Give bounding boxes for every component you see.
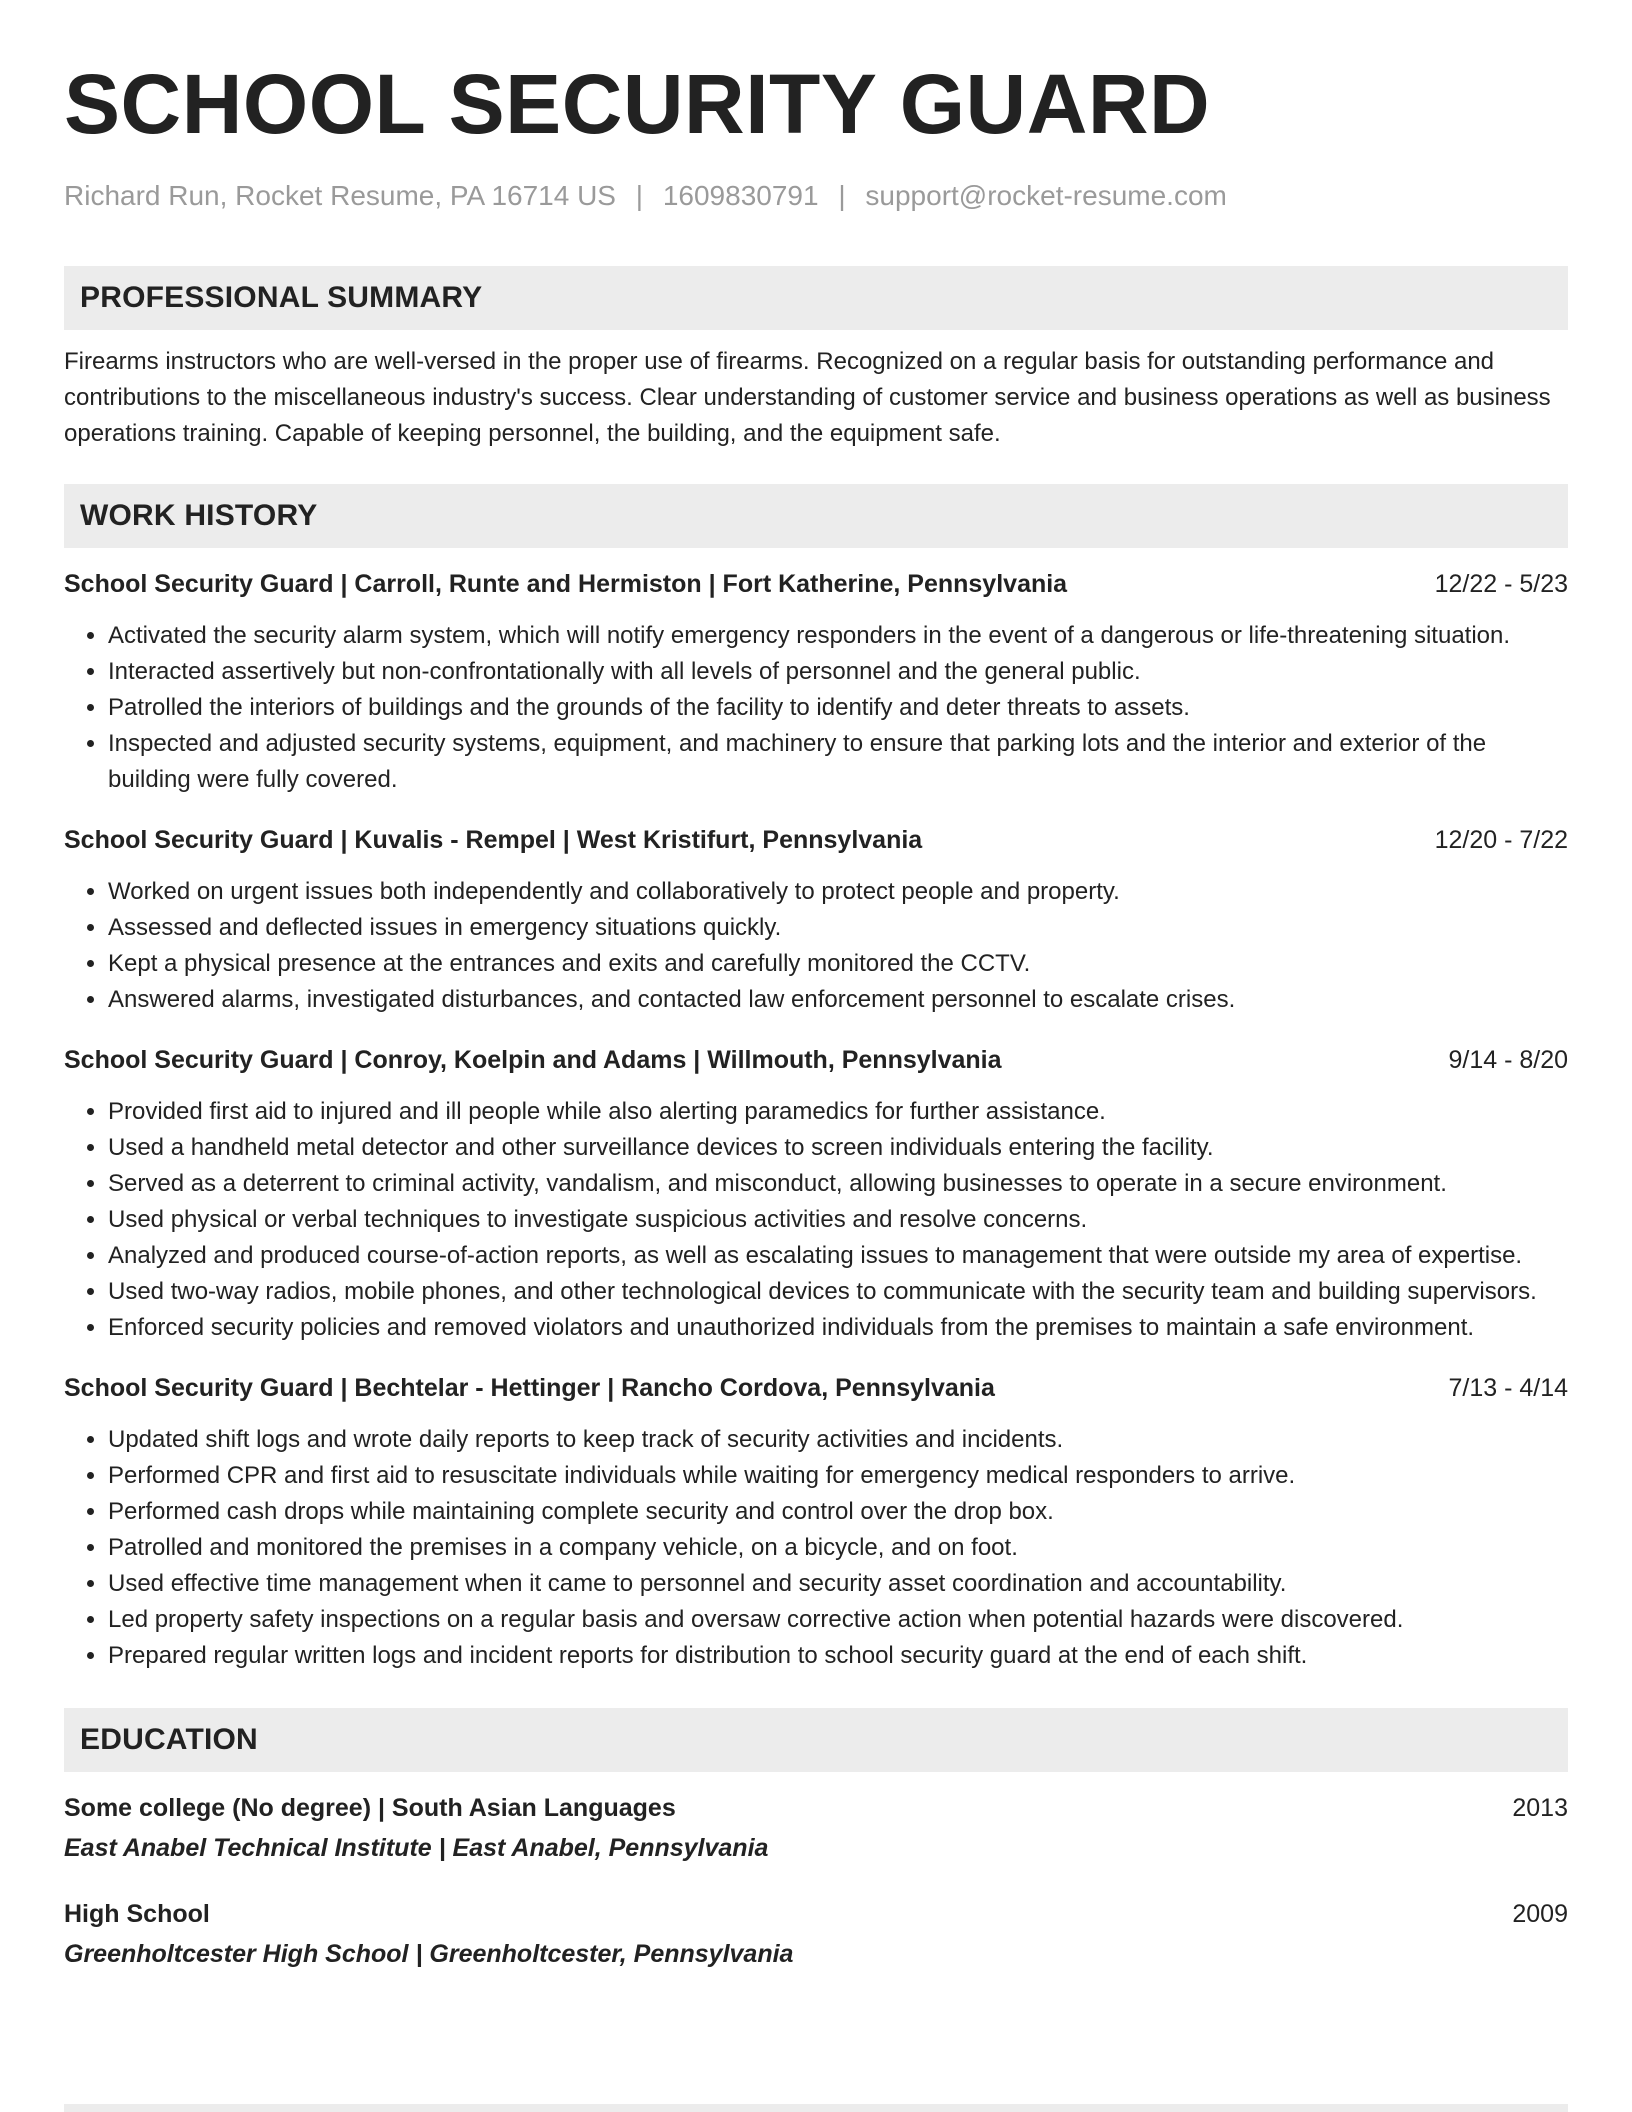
job-dates: 12/20 - 7/22 [1434,826,1568,854]
job-bullet: • Performed CPR and first aid to resuscitate individuals while waiting for emergency medical responders to arrive. [108,1458,1568,1494]
job-bullets [64,874,1568,1018]
job-bullet: • Answered alarms, investigated disturbances, and contacted law enforcement personnel to escalate crises. [108,982,1568,1018]
contact-address: Richard Run, Rocket Resume, PA 16714 US [64,180,616,211]
job-bullet: • Updated shift logs and wrote daily reports to keep track of security activities and incidents. [108,1422,1568,1458]
job-dates: 7/13 - 4/14 [1448,1374,1568,1402]
section-header-work-history: WORK HISTORY [64,484,1568,548]
education-degree: High School [64,1900,210,1928]
job-bullets [64,1422,1568,1674]
job-bullet: • Performed cash drops while maintaining complete security and control over the drop box. [108,1494,1568,1530]
contact-separator: | [635,180,644,211]
job-bullet: • Kept a physical presence at the entrances and exits and carefully monitored the CCTV. [108,946,1568,982]
section-header-professional-summary: PROFESSIONAL SUMMARY [64,266,1568,330]
job-bullet: • Enforced security policies and removed violators and unauthorized individuals from the premises to maintain a safe environment. [108,1310,1568,1346]
resume-title: SCHOOL SECURITY GUARD [64,57,1211,151]
job-bullet: • Patrolled the interiors of buildings and the grounds of the facility to identify and deter threats to assets. [108,690,1568,726]
contact-phone: 1609830791 [662,180,819,211]
education-entry [64,1790,1568,1866]
job-entry [64,1042,1568,1346]
contact-email: support@rocket-resume.com [865,180,1227,211]
job-bullet: • Used physical or verbal techniques to investigate suspicious activities and resolve concerns. [108,1202,1568,1238]
contact-separator: | [838,180,846,211]
job-bullet: • Used two-way radios, mobile phones, and other technological devices to communicate with the security team and building supervisors. [108,1274,1568,1310]
job-bullet: • Worked on urgent issues both independently and collaboratively to protect people and property. [108,874,1568,910]
job-entry [64,1370,1568,1674]
summary-text: Firearms instructors who are well-versed in the proper use of firearms. Recognized on a regular basis for outstanding performance and contributions to the miscellaneous industry's success. Clear understanding of customer service and business operations as well as business operations training. Capable of keeping personnel, the building, and the equipment safe. [64,348,1551,447]
job-header [64,1370,1568,1406]
job-bullet: • Used a handheld metal detector and other surveillance devices to screen individuals entering the facility. [108,1130,1568,1166]
job-title: School Security Guard | Bechtelar - Hettinger | Rancho Cordova, Pennsylvania [64,1374,995,1402]
job-header [64,1042,1568,1078]
job-header [64,822,1568,858]
job-entry [64,822,1568,1018]
education-degree: Some college (No degree) | South Asian Languages [64,1794,676,1822]
resume-page [64,52,1568,1972]
education-year: 2009 [1512,1900,1568,1928]
job-bullet: • Assessed and deflected issues in emergency situations quickly. [108,910,1568,946]
job-entry [64,566,1568,798]
education-school: Greenholtcester High School | Greenholtcester, Pennsylvania [64,1940,794,1968]
job-bullet: • Led property safety inspections on a regular basis and oversaw corrective action when potential hazards were discovered. [108,1602,1568,1638]
education-header [64,1896,1568,1932]
job-title: School Security Guard | Carroll, Runte and Hermiston | Fort Katherine, Pennsylvania [64,570,1068,598]
education-header [64,1790,1568,1826]
job-dates: 9/14 - 8/20 [1448,1046,1568,1074]
job-bullet: • Interacted assertively but non-confrontationally with all levels of personnel and the general public. [108,654,1568,690]
next-section-header-edge [64,2104,1568,2112]
education-entry [64,1896,1568,1972]
job-dates: 12/22 - 5/23 [1434,570,1568,598]
job-bullet: • Provided first aid to injured and ill people while also alerting paramedics for further assistance. [108,1094,1568,1130]
education-school: East Anabel Technical Institute | East Anabel, Pennsylvania [64,1834,769,1862]
section-header-education: EDUCATION [64,1708,1568,1772]
job-bullet: • Activated the security alarm system, which will notify emergency responders in the event of a dangerous or life-threatening situation. [108,618,1568,654]
job-bullets [64,1094,1568,1346]
job-bullet: • Served as a deterrent to criminal activity, vandalism, and misconduct, allowing businesses to operate in a secure environment. [108,1166,1568,1202]
job-bullet: • Inspected and adjusted security systems, equipment, and machinery to ensure that parking lots and the interior and exterior of the building were fully covered. [108,726,1568,798]
job-bullet: • Patrolled and monitored the premises in a company vehicle, on a bicycle, and on foot. [108,1530,1568,1566]
job-bullet: • Used effective time management when it came to personnel and security asset coordination and accountability. [108,1566,1568,1602]
education-year: 2013 [1512,1794,1568,1822]
job-bullet: • Prepared regular written logs and incident reports for distribution to school security guard at the end of each shift. [108,1638,1568,1674]
job-header [64,566,1568,602]
job-bullet: • Analyzed and produced course-of-action reports, as well as escalating issues to management that were outside my area of expertise. [108,1238,1568,1274]
job-title: School Security Guard | Kuvalis - Rempel | West Kristifurt, Pennsylvania [64,826,923,854]
job-bullets [64,618,1568,798]
job-title: School Security Guard | Conroy, Koelpin and Adams | Willmouth, Pennsylvania [64,1046,1002,1074]
contact-line [64,178,1568,214]
